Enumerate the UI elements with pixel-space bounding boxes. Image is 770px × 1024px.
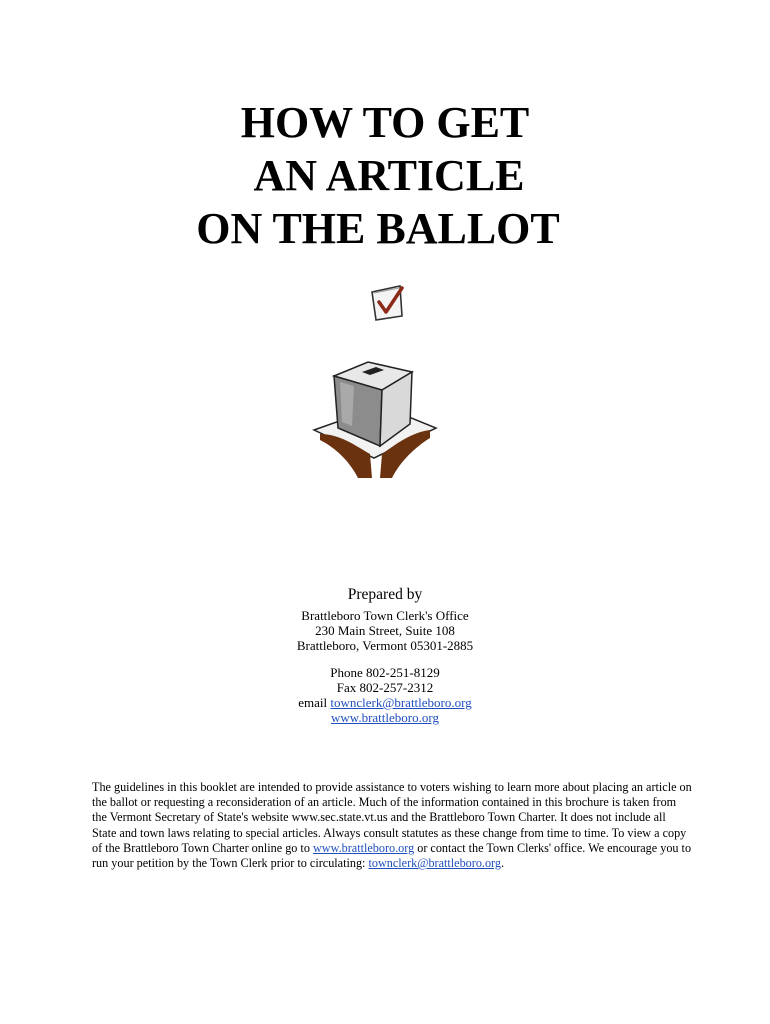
website-link[interactable]: www.brattleboro.org bbox=[331, 710, 439, 725]
guidelines-paragraph bbox=[92, 780, 692, 871]
office-name: Brattleboro Town Clerk's Office bbox=[301, 608, 469, 623]
guidelines-text-3: . bbox=[500, 856, 505, 871]
title-line-1: HOW TO GET bbox=[240, 98, 530, 147]
fax-number: Fax 802-257-2312 bbox=[336, 680, 434, 695]
town-clerk-email-link[interactable]: townclerk@brattleboro.org bbox=[368, 856, 501, 871]
address-line-2: Brattleboro, Vermont 05301-2885 bbox=[296, 638, 474, 653]
email-link[interactable]: townclerk@brattleboro.org bbox=[330, 695, 472, 710]
document-title bbox=[0, 96, 770, 255]
checkmark-ballot-icon bbox=[368, 282, 408, 322]
prepared-by-heading: Prepared by bbox=[347, 586, 423, 603]
guidelines-text-2: or contact the Town Clerks' office. We encourage you to run your petition by the Town Clerk prior to circulating: bbox=[92, 840, 692, 871]
charter-website-link[interactable]: www.brattleboro.org bbox=[312, 840, 415, 855]
ballot-box-icon bbox=[310, 350, 440, 480]
email-label: email bbox=[298, 695, 331, 710]
phone-number: Phone 802-251-8129 bbox=[330, 665, 440, 680]
title-line-2: AN ARTICLE bbox=[253, 151, 525, 200]
title-line-3: ON THE BALLOT bbox=[196, 204, 560, 253]
address-line-1: 230 Main Street, Suite 108 bbox=[315, 623, 455, 638]
guidelines-text-1: The guidelines in this booklet are intended to provide assistance to voters wishing to learn more about placing an article on the ballot or requesting a reconsideration of an article. Much of the information contained in this brochure is taken from the Vermont Secretary of State's website www.sec.state.vt.us and the Brattleboro Town Charter. It does not include all State and town laws relating to special articles. Always consult statutes as these change from time to time. To view a copy of the Brattleboro Town Charter online go to bbox=[92, 780, 692, 855]
email-line bbox=[0, 695, 770, 710]
prepared-by-block bbox=[0, 586, 770, 725]
